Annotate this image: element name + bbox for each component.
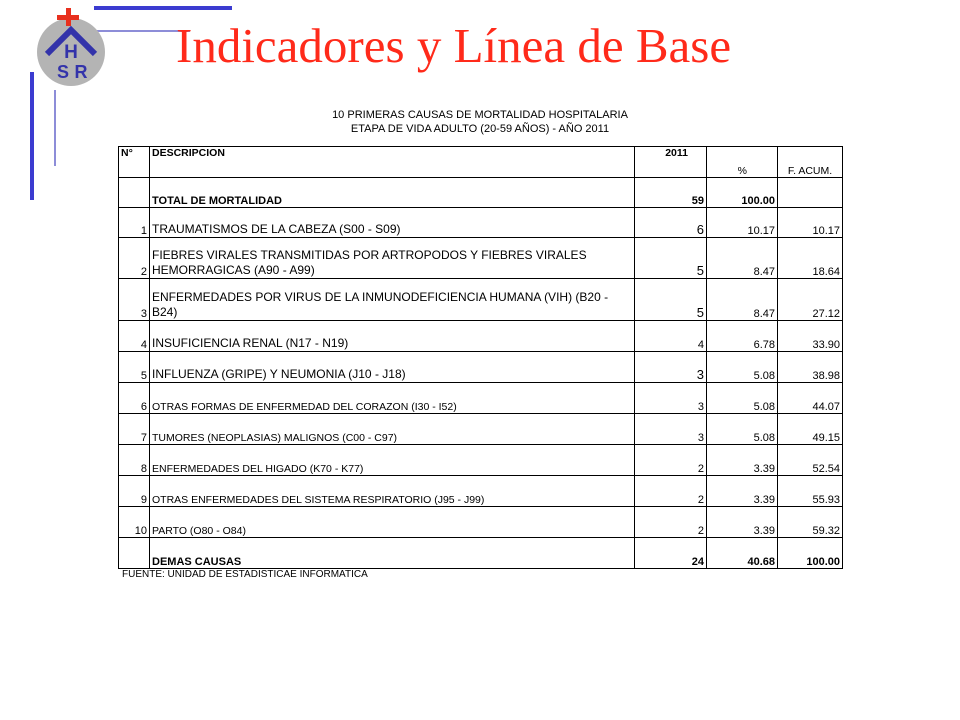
header-acum: F. ACUM. <box>778 147 843 178</box>
row-num: 9 <box>119 476 150 507</box>
row-pct: 5.08 <box>707 383 778 414</box>
table-row <box>119 352 843 383</box>
logo-letter-r: R <box>74 62 88 82</box>
row-pct: 3.39 <box>707 507 778 538</box>
table-row <box>119 321 843 352</box>
row-pct: 10.17 <box>707 208 778 238</box>
table-title-line-2: ETAPA DE VIDA ADULTO (20-59 AÑOS) - AÑO 2011 <box>350 123 610 135</box>
logo-letter-h: H <box>64 42 78 63</box>
row-desc: OTRAS ENFERMEDADES DEL SISTEMA RESPIRATORIO (J95 - J99) <box>150 476 635 507</box>
row-acum: 38.98 <box>778 352 843 383</box>
row-value: 5 <box>635 279 707 321</box>
decor-bar-left <box>30 72 34 200</box>
total-num <box>119 178 150 208</box>
row-acum: 59.32 <box>778 507 843 538</box>
others-acum: 100.00 <box>778 538 843 569</box>
row-num: 2 <box>119 238 150 279</box>
row-desc: INFLUENZA (GRIPE) Y NEUMONIA (J10 - J18) <box>150 352 635 383</box>
total-label: TOTAL DE MORTALIDAD <box>150 178 635 208</box>
row-num: 8 <box>119 445 150 476</box>
row-pct: 8.47 <box>707 238 778 279</box>
row-acum: 18.64 <box>778 238 843 279</box>
row-desc: INSUFICIENCIA RENAL (N17 - N19) <box>150 321 635 352</box>
row-acum: 55.93 <box>778 476 843 507</box>
row-value: 2 <box>635 445 707 476</box>
header-pct: % <box>707 147 778 178</box>
row-num: 1 <box>119 208 150 238</box>
row-desc: TRAUMATISMOS DE LA CABEZA (S00 - S09) <box>150 208 635 238</box>
table-row <box>119 507 843 538</box>
table-title-line-1: 10 PRIMERAS CAUSAS DE MORTALIDAD HOSPITALARIA <box>332 109 628 121</box>
row-acum: 33.90 <box>778 321 843 352</box>
row-value: 4 <box>635 321 707 352</box>
header-year: 2011 <box>635 147 707 178</box>
others-pct: 40.68 <box>707 538 778 569</box>
row-value: 3 <box>635 352 707 383</box>
logo-cross-h <box>57 15 79 20</box>
row-value: 2 <box>635 507 707 538</box>
decor-bar-top <box>94 6 232 10</box>
row-value: 3 <box>635 414 707 445</box>
source-note: FUENTE: UNIDAD DE ESTADISTICAE INFORMATICA <box>122 569 368 580</box>
others-value: 24 <box>635 538 707 569</box>
row-num: 3 <box>119 279 150 321</box>
mortality-table <box>118 146 843 569</box>
row-value: 2 <box>635 476 707 507</box>
row-pct: 5.08 <box>707 352 778 383</box>
row-num: 4 <box>119 321 150 352</box>
others-label: DEMAS CAUSAS <box>150 538 635 569</box>
row-pct: 6.78 <box>707 321 778 352</box>
row-acum: 52.54 <box>778 445 843 476</box>
row-desc: ENFERMEDADES POR VIRUS DE LA INMUNODEFICIENCIA HUMANA (VIH) (B20 - B24) <box>150 279 635 321</box>
row-desc: PARTO (O80 - O84) <box>150 507 635 538</box>
row-pct: 5.08 <box>707 414 778 445</box>
table-row-others <box>119 538 843 569</box>
table-row <box>119 279 843 321</box>
row-num: 10 <box>119 507 150 538</box>
row-pct: 3.39 <box>707 476 778 507</box>
header-num: N° <box>119 147 150 178</box>
table-row-total <box>119 178 843 208</box>
row-num: 7 <box>119 414 150 445</box>
row-acum: 44.07 <box>778 383 843 414</box>
row-num: 6 <box>119 383 150 414</box>
row-desc: ENFERMEDADES DEL HIGADO (K70 - K77) <box>150 445 635 476</box>
total-pct: 100.00 <box>707 178 778 208</box>
row-acum: 10.17 <box>778 208 843 238</box>
row-value: 5 <box>635 238 707 279</box>
table-row <box>119 208 843 238</box>
others-num <box>119 538 150 569</box>
table-row <box>119 383 843 414</box>
row-value: 6 <box>635 208 707 238</box>
hsr-logo <box>33 8 113 88</box>
row-pct: 3.39 <box>707 445 778 476</box>
decor-bar-left-light <box>54 90 56 166</box>
row-desc: FIEBRES VIRALES TRANSMITIDAS POR ARTROPODOS Y FIEBRES VIRALES HEMORRAGICAS (A90 - A99) <box>150 238 635 279</box>
row-desc: TUMORES (NEOPLASIAS) MALIGNOS (C00 - C97) <box>150 414 635 445</box>
table-title <box>118 108 842 136</box>
logo-letter-s: S <box>56 62 70 82</box>
total-value: 59 <box>635 178 707 208</box>
table-row <box>119 238 843 279</box>
row-desc: OTRAS FORMAS DE ENFERMEDAD DEL CORAZON (I30 - I52) <box>150 383 635 414</box>
row-value: 3 <box>635 383 707 414</box>
row-pct: 8.47 <box>707 279 778 321</box>
row-acum: 27.12 <box>778 279 843 321</box>
table-row <box>119 414 843 445</box>
table-header-row <box>119 147 843 178</box>
table-row <box>119 445 843 476</box>
page-title: Indicadores y Línea de Base <box>176 18 732 73</box>
header-desc: DESCRIPCION <box>150 147 635 178</box>
row-acum: 49.15 <box>778 414 843 445</box>
row-num: 5 <box>119 352 150 383</box>
total-acum <box>778 178 843 208</box>
table-row <box>119 476 843 507</box>
